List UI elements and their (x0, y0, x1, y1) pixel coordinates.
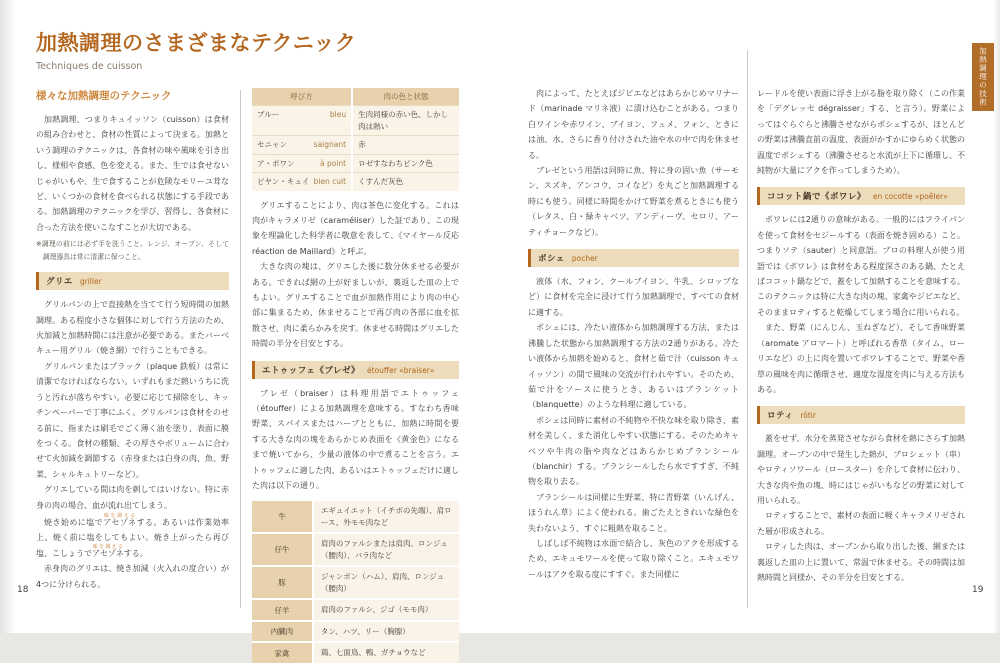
doneness-desc: くすんだ灰色 (352, 173, 459, 191)
table-row (252, 501, 459, 533)
meat-cuts-table (252, 501, 459, 663)
section-title-fr: étouffer «braiser» (367, 365, 435, 375)
section-title-jp: ポシェ (538, 254, 565, 265)
paragraph: 加熱調理、つまりキュイッソン（cuisson）は食材の組み合わせと、食材の性質によって決まる。加熱という調理のテクニックは、各食材の味や風味を引き出し、様相や食感、色を変える。また、生では食せないじゃがいもや、生で食することが危険なモリーユ茸など、いくつかの食材を食べられる状態にする手段である。加熱調理のテクニックを学び、習得し、各食材に合った方法を使いこなすことが大切である。 (36, 115, 229, 232)
ruby-text: 味を調える (92, 543, 124, 550)
section-title-jp: グリエ (46, 277, 73, 288)
section-heading-pocher (528, 249, 739, 267)
table-row (252, 642, 459, 663)
cut-category: 仔牛 (252, 533, 313, 566)
table-row (252, 599, 459, 621)
column-divider (240, 90, 241, 608)
paragraph: また、野菜（にんじん、玉ねぎなど）、そして香味野菜（aromate アロマート）と呼ばれる香草（タイム、ローリエなど）の上に肉を置いてポワレすることで、野菜や香草の風味を肉に循環させ、適度な湿度を肉に与える方法もある。 (757, 323, 965, 394)
section-heading-rotir (757, 406, 965, 424)
doneness-name-jp: セニャン (257, 140, 287, 149)
page-number-left: 18 (17, 585, 29, 595)
text-segment: する。 (123, 548, 148, 558)
paragraph: グリルパンの上で直接熱を当てて行う短時間の加熱調理。ある程度小さな個体に対して行う方法のため、火加減と加熱時間には注意が必要である。またバーベキュー用グリル（焼き網）で行うこともできる。 (36, 300, 229, 356)
doneness-name-jp: ビヤン・キュイ (257, 177, 310, 186)
left-page-edge-shadow (0, 0, 15, 633)
paragraph: 蓋をせず、水分を蒸発させながら食材を熱にさらす加熱調理。オーブンの中で発生した熱が、ブロシェット（串）やロティソワール（ロースター）を介して食材に伝わり、大きな肉や魚の塊、時にはじゃがいもなどの野菜に対して用いられる。 (757, 434, 965, 505)
section-title-jp: エトゥッフェ《ブレゼ》 (262, 365, 361, 376)
paragraph: ブレゼという用語は同時に魚、特に身の固い魚（サーモン、スズキ、アンコウ、コイなど）を丸ごと加熱調理する時にも使う。同様に時間をかけて野菜を煮るときにも使う（レタス、白・緑キャベツ、アンディーヴ、セロリ、アーティチョークなど）。 (528, 166, 739, 237)
doneness-desc: 赤 (352, 136, 459, 155)
column-2 (252, 88, 459, 663)
paragraph: ブレゼ（braiser）は料理用語でエトゥッフェ（étouffer）による加熱調理を意味する。すなわち香味野菜、スパイスまたはハーブとともに、加熱に時間を要する大きな肉の塊をあらかじめ表面を《黄金色》になるまで焼いてから、少量の液体の中で煮ることを言う。エトゥッフェに適した肉、あるいはエトゥッフェだけに適した肉は以下の通り。 (252, 388, 459, 490)
paragraph: 大きな肉の塊は、グリエした後に数分休ませる必要がある。できれば網の上が好ましいが、裏返した皿の上でもよい。グリエすることで血が加熱作用により肉の中心部に集まるため、休ませることで再び肉の各部に血を拡散させ、肉に柔らかみを戻す。休ませる時間はグリエした時間の半分を目安とする。 (252, 262, 459, 349)
cut-category: 豚 (252, 566, 313, 599)
paragraph: ポシェには、冷たい液体から加熱調理する方法、または沸騰した状態から加熱調理する方法の2通りがある。冷たい液体から加熱を始めると、食材と茹で汁（cuisson キュイッソン）の間で風味の交流が行われやすい。そのため、茹で汁をソースに使うとき、あるいはブランケット（blanquette）のような料理に適している。 (528, 323, 739, 410)
cut-items: タン、ハツ、リー（胸腺） (313, 621, 459, 643)
doneness-name-jp: ブルー (257, 110, 280, 119)
column-divider (747, 50, 748, 608)
column-header: 呼び方 (252, 88, 352, 106)
paragraph: 液体（水、フォン、クールブイヨン、牛乳、シロップなど）に食材を完全に浸けて行う加熱調理で、すべての食材に適する。 (528, 277, 739, 317)
intro-heading: 様々な加熱調理のテクニック (36, 90, 172, 102)
text-segment: する。あるいは作業効率上、焼く前に塩をしてもよい。焼き上がったら再び塩、こしょうで (36, 517, 230, 558)
paragraph: グリエしている間は肉を刺してはいけない。特に赤身の肉の場合、血が流れ出てしまう。 (36, 485, 229, 510)
cut-items: ジャンボン（ハム）、肩肉、ロンジュ（腰肉） (313, 566, 459, 599)
paragraph: 肉によって、たとえばジビエなどはあらかじめマリナード（marinade マリネ液）に漬け込むことがある。つまり白ワインや赤ワイン、ブイヨン、フュメ、フォン、ときには油、水、さらに香り付けされた油や水の中で肉を休ませる。 (528, 89, 739, 160)
table-row (252, 621, 459, 643)
doneness-name-fr: bien cuit (313, 177, 347, 186)
column-header: 肉の色と状態 (352, 88, 459, 106)
section-title-jp: ココット鍋で《ポワレ》 (767, 192, 866, 203)
column-1 (36, 88, 229, 592)
cut-items: 肩肉のファルシまたは肩肉、ロンジュ（腰肉）、バラ肉など (313, 533, 459, 566)
chapter-side-tab: 加熱調理の技術 (972, 43, 994, 111)
table-header-row (252, 88, 459, 106)
page-number-right: 19 (972, 585, 984, 595)
ruby-base: アセゾネ (92, 548, 124, 558)
paragraph: ポシェは同時に素材の不純物や不快な味を取り除き、素材を美しく、また消化しやすい状態にする。そのためキャベツや牛肉の脂や肉などはあらかじめブランシール（blanchir）する。ブランシールしたら水ですすぎ、不純物を取り去る。 (528, 415, 739, 487)
page-title: 加熱調理のさまざまなテクニック (36, 31, 357, 55)
ruby-annotation (103, 512, 137, 527)
table-row (252, 106, 459, 136)
chapter-header (36, 27, 356, 72)
ruby-text: 味を調える (103, 512, 137, 519)
ruby-base: アセゾネ (103, 517, 137, 527)
section-heading-griller (36, 272, 229, 290)
cut-items: 肩肉のファルシ、ジゴ（モモ肉） (313, 599, 459, 621)
section-title-fr: rôtir (800, 411, 816, 421)
table-row (252, 533, 459, 566)
section-title-fr: en cocotte «poêler» (872, 192, 948, 202)
doneness-name-fr: à point (319, 158, 347, 168)
table-row (252, 136, 459, 155)
paragraph: 赤身肉のグリエは、焼き加減（火入れの度合い）が4つに分けられる。 (36, 564, 229, 589)
doneness-name-jp: ア・ポワン (257, 158, 295, 168)
cut-category: 牛 (252, 501, 313, 533)
table-row (252, 154, 459, 173)
paragraph: ポワレには2通りの意味がある。一般的にはフライパンを使って食材をセジールする（表面を焼き固める）こと。つまりソテ（sauter）と同意語。プロの料理人が使う用語では《ポワレ》は食材をある程度深さのある鍋、たとえばココット鍋などで、蓋をして加熱することを意味する。このテクニックは特に大きな肉の塊、家禽やジビエなど、そのままロティすると乾燥してしまう場合に用いられる。 (757, 215, 965, 317)
doneness-name-fr: saignant (313, 140, 347, 149)
column-3 (528, 86, 739, 582)
cut-category: 内臓肉 (252, 621, 313, 643)
cut-items: 鶏、七面鳥、鴨、ガチョウなど (313, 642, 459, 663)
paragraph: グリエすることにより、肉は茶色に変化する。これは肉がキャラメリゼ（caraméliser）した証であり、この現象を理論化した科学者に敬意を表して、《マイヤール反応 réaction de Maillard》と呼ぶ。 (252, 200, 459, 256)
paragraph: ブランシールは同様に生野菜、特に青野菜（いんげん、ほうれん草）によく使われる。歯ごたえときれいな緑色を失わないよう、すぐに粗熱を取ること。 (528, 492, 739, 533)
cut-items: エギュイエット（イチボの先端）、肩ロース、外モモ肉など (313, 501, 459, 533)
paragraph: レードルを使い表面に浮き上がる脂を取り除く（この作業を「デグレッセ dégraisser」する、と言う）。野菜によってはぐらぐらと沸騰させながらポシェするが、ほとんどの野菜は沸騰直前の温度、表面がかすかにゆらめく状態の温度でポシェする（沸騰させると水流が上下に循環し、不純物が大量にアクを作ってしまうため）。 (757, 89, 965, 176)
cut-category: 家禽 (252, 642, 313, 663)
table-row (252, 173, 459, 191)
paragraph: ロティすることで、素材の表面に軽くキャラメリゼされた層が形成される。 (757, 511, 965, 536)
page-subtitle: Techniques de cuisson (36, 61, 143, 72)
paragraph: グリルパンまたはプラック（plaque 鉄板）は常に清潔でなければならない。いずれもまだ熱いうちに洗うと汚れが落ちやすい。必要に応じて掃除をし、キッチンペーパーで丁寧にふく。グリルパンは食材をのせる前に、指または刷毛でごく薄く油を塗り、表面に膜をつくる。食材の種類、その厚さやボリュームに合わせて火加減を調節する（赤身または白身の肉、魚、野菜、シャルキュトリーなど）。 (36, 361, 229, 479)
column-4 (757, 86, 965, 585)
text-segment: 焼き始めに塩で (44, 517, 104, 527)
section-heading-etouffer (252, 361, 459, 379)
doneness-table (252, 88, 459, 191)
doneness-desc: 生肉同様の赤い色、しかし肉は熱い (352, 106, 459, 136)
paragraph (36, 513, 229, 561)
cut-category: 仔羊 (252, 599, 313, 621)
section-heading-poeler (757, 187, 965, 205)
hygiene-footnote: ※調理の前には必ず手を洗うこと。レンジ、オーブン、そして調理器具は常に清潔に保つこと。 (36, 240, 229, 261)
doneness-desc: ロゼすなわちピンク色 (352, 154, 459, 173)
section-title-fr: griller (79, 277, 102, 287)
section-title-jp: ロティ (767, 411, 794, 422)
table-row (252, 566, 459, 599)
section-title-fr: pocher (571, 254, 598, 264)
paragraph: ロティした肉は、オーブンから取り出した後、網または裏返した皿の上に置いて、常温で休ませる。その時間は加熱時間と同様か、その半分を目安とする。 (757, 542, 965, 582)
paragraph: しばしば不純物は水面で結合し、灰色のアクを形成するため、エキュモワールを使って取り除くこと。エキュモワールはアクを取る度にすすぐ。また同様に (528, 538, 739, 579)
ruby-annotation (92, 543, 124, 558)
doneness-name-fr: bleu (329, 110, 347, 119)
right-page-edge-shadow (993, 0, 1000, 633)
